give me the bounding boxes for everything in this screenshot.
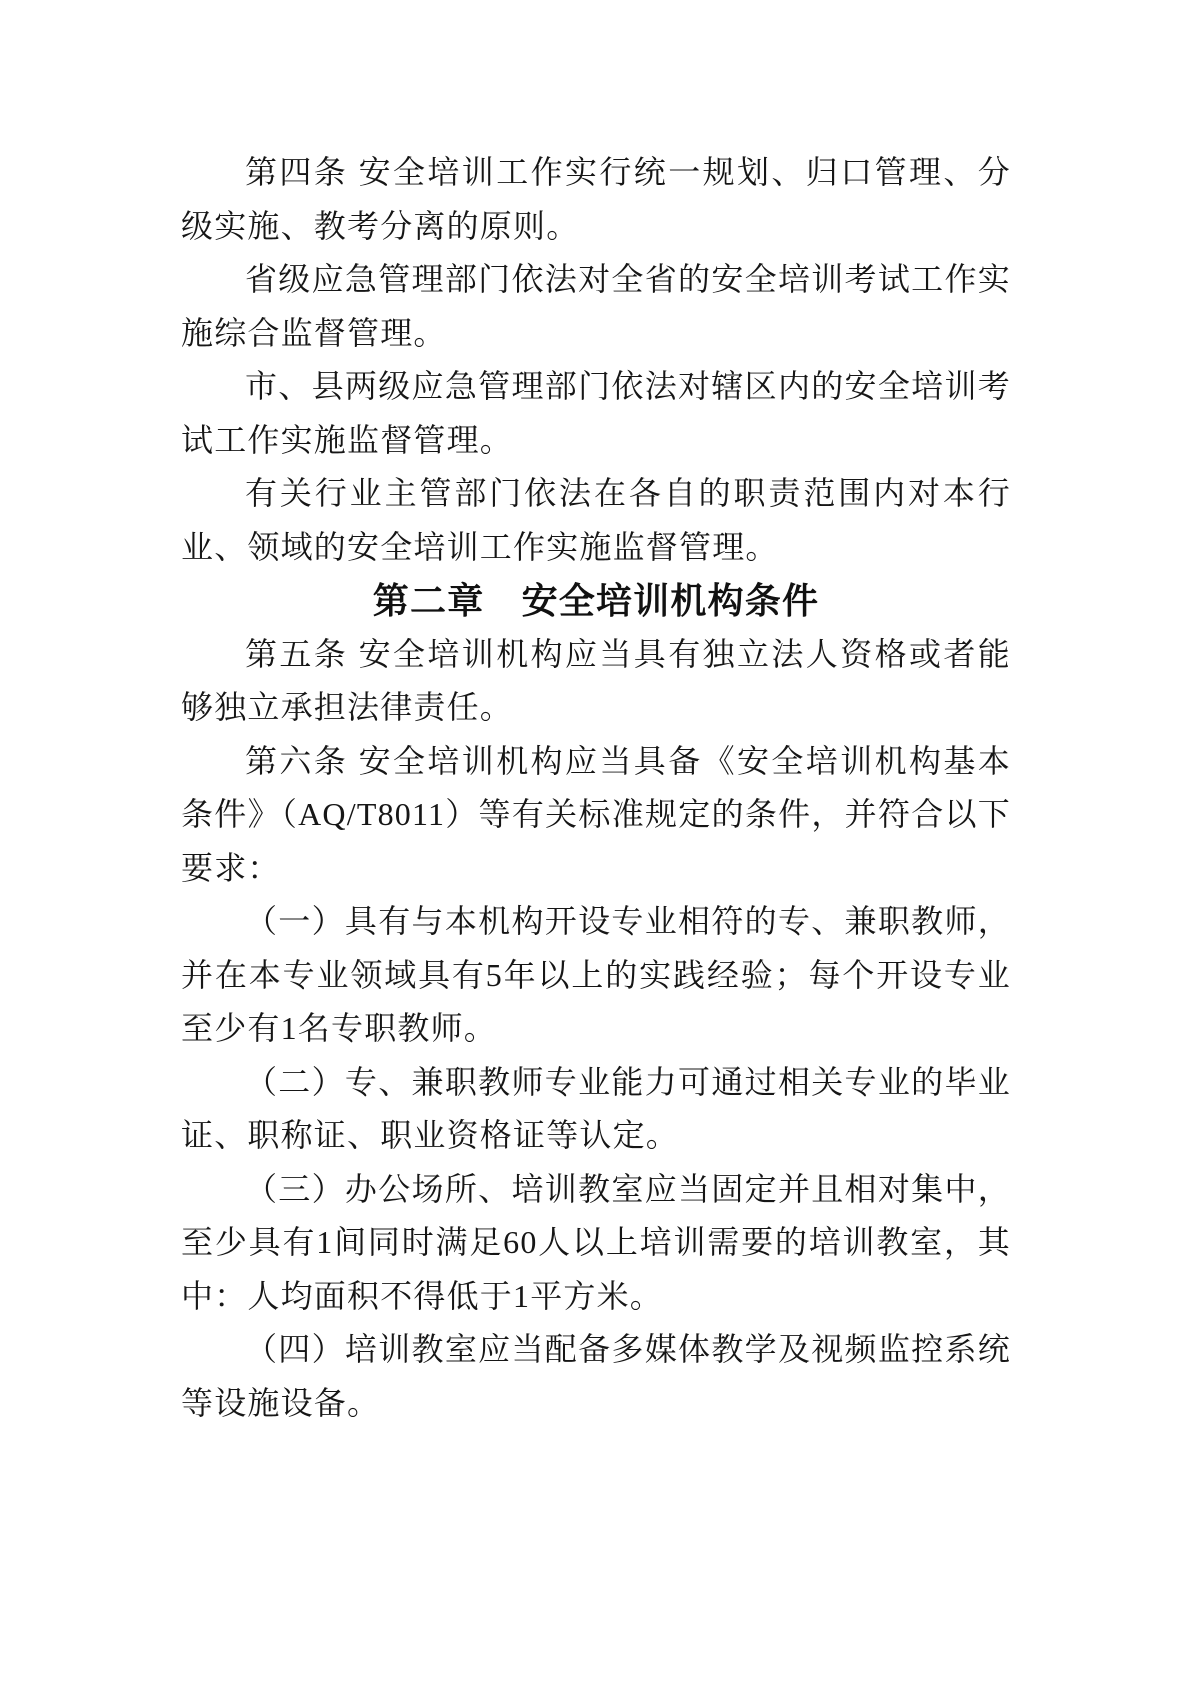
document-paragraph: 有关行业主管部门依法在各自的职责范围内对本行业、领域的安全培训工作实施监督管理。 [181, 475, 1011, 565]
document-paragraph: （二）专、兼职教师专业能力可通过相关专业的毕业证、职称证、职业资格证等认定。 [181, 1063, 1011, 1153]
chapter-heading: 第二章 安全培训机构条件 [372, 580, 820, 621]
document-paragraph: （四）培训教室应当配备多媒体教学及视频监控系统等设施设备。 [181, 1331, 1011, 1421]
document-paragraph: 第四条 安全培训工作实行统一规划、归口管理、分级实施、教考分离的原则。 [181, 154, 1011, 244]
document-paragraph: 省级应急管理部门依法对全省的安全培训考试工作实施综合监督管理。 [181, 261, 1011, 351]
document-paragraph: （一）具有与本机构开设专业相符的专、兼职教师，并在本专业领域具有5年以上的实践经验；每个开设专业至少有1名专职教师。 [181, 903, 1011, 1046]
document-paragraph: 市、县两级应急管理部门依法对辖区内的安全培训考试工作实施监督管理。 [181, 368, 1011, 458]
document-paragraph: 第六条 安全培训机构应当具备《安全培训机构基本条件》（AQ/T8011）等有关标准规定的条件，并符合以下要求： [181, 742, 1011, 886]
document-paragraph: 第五条 安全培训机构应当具有独立法人资格或者能够独立承担法律责任。 [181, 635, 1011, 725]
document-paragraph: （三）办公场所、培训教室应当固定并且相对集中，至少具有1间同时满足60人以上培训需要的培训教室，其中：人均面积不得低于1平方米。 [181, 1170, 1011, 1314]
document-content [181, 146, 1011, 1430]
